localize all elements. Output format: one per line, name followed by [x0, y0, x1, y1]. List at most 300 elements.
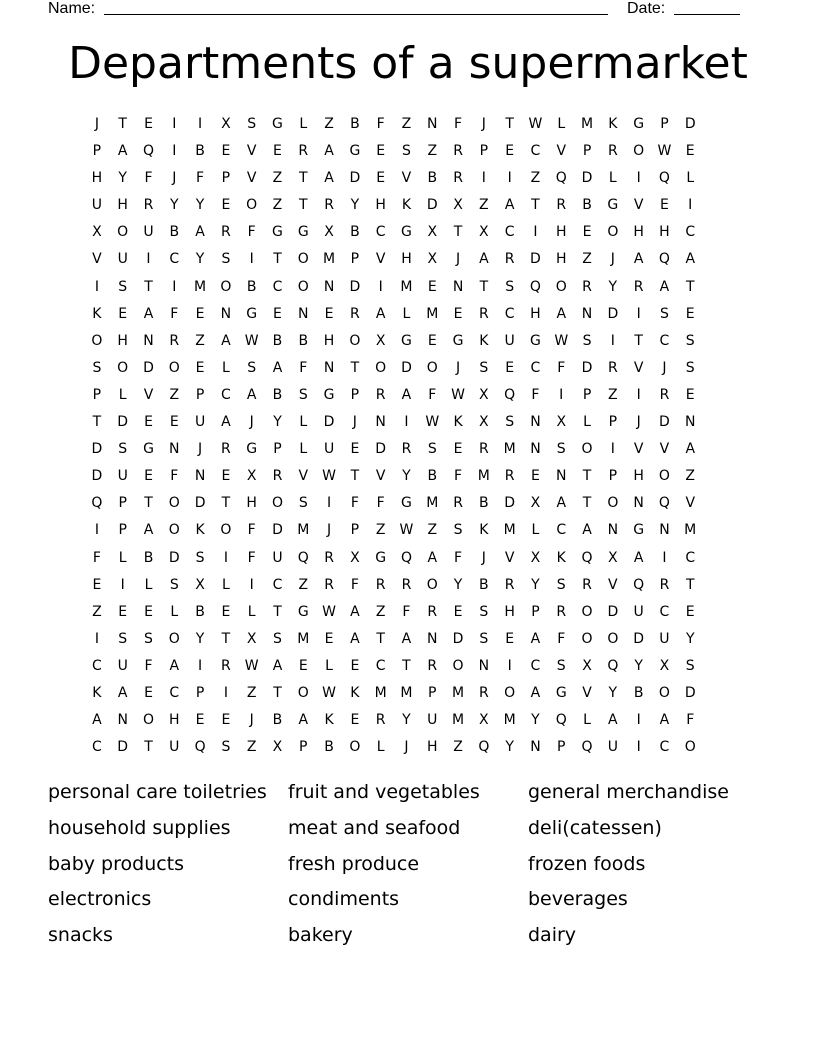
grid-letter[interactable]: F [428, 386, 437, 403]
grid-letter[interactable]: O [246, 197, 258, 214]
grid-letter[interactable]: R [556, 603, 567, 620]
grid-letter[interactable]: V [401, 170, 412, 187]
grid-letter[interactable]: E [144, 116, 153, 132]
grid-letter[interactable]: O [504, 684, 516, 701]
grid-letter[interactable]: M [477, 468, 490, 485]
grid-letter[interactable]: R [221, 657, 231, 674]
grid-letter[interactable]: A [479, 251, 489, 268]
grid-letter[interactable]: I [94, 630, 99, 647]
grid-letter[interactable]: V [504, 549, 515, 566]
grid-letter[interactable]: R [375, 576, 386, 593]
grid-letter[interactable]: S [479, 359, 489, 376]
grid-letter[interactable]: H [91, 170, 103, 187]
grid-letter[interactable]: Z [530, 170, 541, 187]
grid-letter[interactable]: A [633, 251, 644, 268]
grid-letter[interactable]: Z [298, 576, 309, 593]
grid-letter[interactable]: D [530, 251, 541, 268]
grid-letter[interactable]: Q [633, 576, 645, 593]
grid-letter[interactable]: L [583, 414, 591, 431]
grid-letter[interactable]: X [530, 549, 541, 566]
grid-letter[interactable]: Y [170, 197, 179, 214]
grid-letter[interactable]: G [297, 603, 309, 620]
grid-letter[interactable]: F [170, 305, 179, 322]
grid-letter[interactable]: F [350, 495, 359, 512]
grid-letter[interactable]: N [169, 441, 180, 458]
grid-letter[interactable]: J [249, 712, 254, 729]
grid-letter[interactable]: O [633, 143, 645, 160]
grid-letter[interactable]: B [272, 332, 283, 349]
grid-letter[interactable]: X [427, 224, 438, 241]
grid-letter[interactable]: E [221, 197, 231, 214]
grid-letter[interactable]: N [659, 522, 670, 539]
grid-letter[interactable]: Y [195, 251, 205, 268]
grid-letter[interactable]: Y [350, 197, 360, 214]
grid-letter[interactable]: T [298, 197, 308, 214]
grid-letter[interactable]: Q [529, 278, 541, 295]
grid-letter[interactable]: C [530, 143, 541, 160]
grid-letter[interactable]: Z [375, 522, 386, 539]
grid-letter[interactable]: X [608, 549, 618, 566]
grid-letter[interactable]: N [478, 657, 490, 674]
grid-letter[interactable]: D [607, 603, 619, 620]
grid-letter[interactable]: O [349, 332, 361, 349]
grid-letter[interactable]: C [272, 278, 283, 295]
grid-letter[interactable]: B [479, 576, 489, 593]
grid-letter[interactable]: N [323, 359, 335, 376]
grid-letter[interactable]: G [555, 684, 567, 701]
grid-letter[interactable]: D [194, 495, 206, 512]
grid-letter[interactable]: E [453, 441, 463, 458]
grid-letter[interactable]: V [298, 468, 309, 485]
grid-letter[interactable]: B [195, 603, 205, 620]
grid-letter[interactable]: S [685, 359, 695, 376]
grid-letter[interactable]: O [452, 657, 464, 674]
grid-letter[interactable]: N [556, 468, 567, 485]
grid-letter[interactable]: A [221, 414, 231, 431]
grid-letter[interactable]: A [582, 522, 592, 539]
grid-letter[interactable]: A [221, 332, 231, 349]
grid-letter[interactable]: H [555, 224, 567, 241]
grid-letter[interactable]: L [118, 386, 127, 403]
grid-letter[interactable]: W [322, 603, 336, 620]
grid-letter[interactable]: S [247, 359, 257, 376]
grid-letter[interactable]: R [633, 278, 644, 295]
grid-letter[interactable]: W [399, 522, 414, 539]
grid-letter[interactable]: W [244, 657, 259, 674]
grid-letter[interactable]: I [172, 278, 177, 295]
grid-letter[interactable]: I [636, 305, 641, 322]
grid-letter[interactable]: Z [427, 143, 438, 160]
grid-letter[interactable]: G [246, 305, 258, 322]
grid-letter[interactable]: I [636, 170, 641, 187]
grid-letter[interactable]: A [143, 305, 154, 322]
grid-letter[interactable]: T [350, 359, 360, 376]
grid-letter[interactable]: P [582, 143, 592, 160]
grid-letter[interactable]: I [507, 170, 512, 187]
grid-letter[interactable]: M [426, 495, 439, 512]
grid-letter[interactable]: A [685, 441, 696, 458]
grid-letter[interactable]: K [479, 522, 489, 539]
grid-letter[interactable]: R [401, 441, 412, 458]
grid-letter[interactable]: U [633, 603, 644, 620]
grid-letter[interactable]: F [531, 386, 540, 403]
grid-letter[interactable]: Z [427, 522, 438, 539]
grid-letter[interactable]: A [659, 712, 670, 729]
grid-letter[interactable]: D [168, 549, 180, 566]
grid-letter[interactable]: W [657, 143, 672, 160]
grid-letter[interactable]: H [401, 251, 412, 268]
grid-letter[interactable]: E [144, 603, 153, 620]
grid-letter[interactable]: N [684, 414, 696, 431]
grid-letter[interactable]: M [297, 630, 310, 647]
grid-letter[interactable]: E [221, 603, 231, 620]
grid-letter[interactable]: U [504, 332, 515, 349]
grid-letter[interactable]: A [92, 712, 102, 729]
grid-letter[interactable]: C [272, 576, 283, 593]
grid-letter[interactable]: R [478, 305, 489, 322]
grid-letter[interactable]: M [503, 522, 516, 539]
grid-letter[interactable]: K [556, 549, 566, 566]
grid-letter[interactable]: R [375, 386, 386, 403]
grid-letter[interactable]: W [451, 386, 465, 403]
grid-letter[interactable]: N [143, 332, 154, 349]
grid-letter[interactable]: V [633, 441, 644, 458]
grid-letter[interactable]: U [272, 549, 283, 566]
grid-letter[interactable]: H [323, 332, 335, 349]
grid-letter[interactable]: S [118, 630, 128, 647]
grid-letter[interactable]: G [607, 197, 619, 214]
grid-letter[interactable]: K [324, 712, 334, 729]
grid-letter[interactable]: W [528, 116, 543, 132]
grid-letter[interactable]: A [350, 603, 360, 620]
grid-letter[interactable]: Q [504, 386, 516, 403]
grid-letter[interactable]: D [91, 468, 103, 485]
grid-letter[interactable]: E [453, 603, 463, 620]
grid-letter[interactable]: V [375, 251, 386, 268]
grid-letter[interactable]: X [246, 468, 257, 485]
grid-letter[interactable]: Y [608, 684, 618, 701]
grid-letter[interactable]: R [298, 143, 309, 160]
grid-letter[interactable]: F [454, 549, 463, 566]
grid-letter[interactable]: E [221, 143, 231, 160]
grid-letter[interactable]: J [172, 170, 177, 187]
grid-letter[interactable]: R [221, 224, 231, 241]
grid-letter[interactable]: C [685, 224, 696, 241]
grid-letter[interactable]: E [118, 305, 128, 322]
grid-letter[interactable]: Z [169, 386, 180, 403]
grid-letter[interactable]: M [503, 712, 516, 729]
grid-letter[interactable]: P [118, 495, 127, 512]
grid-letter[interactable]: S [427, 441, 437, 458]
grid-letter[interactable]: O [581, 630, 593, 647]
grid-letter[interactable]: Y [531, 576, 540, 593]
grid-letter[interactable]: N [298, 305, 309, 322]
grid-letter[interactable]: V [685, 495, 696, 512]
grid-letter[interactable]: V [375, 468, 386, 485]
grid-letter[interactable]: F [376, 495, 385, 512]
grid-letter[interactable]: P [428, 684, 437, 701]
grid-letter[interactable]: E [195, 305, 205, 322]
grid-letter[interactable]: T [685, 576, 695, 593]
grid-letter[interactable]: F [196, 170, 205, 187]
grid-letter[interactable]: R [453, 495, 463, 512]
grid-letter[interactable]: P [608, 468, 618, 485]
grid-letter[interactable]: A [608, 712, 618, 729]
grid-letter[interactable]: J [636, 414, 641, 431]
grid-letter[interactable]: A [272, 359, 283, 376]
grid-letter[interactable]: S [92, 359, 102, 376]
grid-letter[interactable]: P [350, 251, 360, 268]
grid-letter[interactable]: H [375, 197, 386, 214]
grid-letter[interactable]: A [169, 657, 180, 674]
grid-letter[interactable]: T [273, 603, 282, 620]
grid-letter[interactable]: Q [478, 739, 490, 756]
grid-letter[interactable]: Q [91, 495, 103, 512]
grid-letter[interactable]: L [221, 576, 230, 593]
grid-letter[interactable]: G [401, 224, 412, 241]
grid-letter[interactable]: C [220, 386, 231, 403]
grid-letter[interactable]: F [247, 522, 256, 539]
grid-letter[interactable]: C [685, 549, 696, 566]
grid-letter[interactable]: M [400, 684, 413, 701]
grid-letter[interactable]: O [117, 359, 129, 376]
grid-letter[interactable]: V [246, 170, 257, 187]
grid-letter[interactable]: J [662, 359, 667, 376]
grid-letter[interactable]: P [350, 386, 360, 403]
grid-letter[interactable]: Q [658, 495, 670, 512]
grid-letter[interactable]: P [350, 522, 360, 539]
grid-letter[interactable]: D [452, 630, 464, 647]
grid-letter[interactable]: X [427, 251, 438, 268]
grid-letter[interactable]: F [144, 170, 153, 187]
grid-letter[interactable]: G [530, 332, 541, 349]
grid-letter[interactable]: I [507, 657, 512, 674]
grid-letter[interactable]: I [533, 224, 538, 241]
grid-letter[interactable]: C [375, 224, 386, 241]
grid-letter[interactable]: G [323, 386, 335, 403]
grid-letter[interactable]: E [427, 332, 437, 349]
grid-letter[interactable]: R [504, 468, 515, 485]
grid-letter[interactable]: L [557, 116, 566, 132]
grid-letter[interactable]: Q [581, 549, 593, 566]
grid-letter[interactable]: W [244, 332, 259, 349]
grid-letter[interactable]: O [607, 630, 619, 647]
grid-letter[interactable]: O [426, 359, 438, 376]
grid-letter[interactable]: A [143, 522, 154, 539]
grid-letter[interactable]: O [426, 576, 438, 593]
grid-letter[interactable]: A [530, 684, 541, 701]
grid-letter[interactable]: R [169, 332, 180, 349]
grid-letter[interactable]: E [531, 468, 540, 485]
grid-letter[interactable]: D [375, 441, 387, 458]
grid-letter[interactable]: Z [195, 332, 205, 349]
grid-letter[interactable]: R [504, 251, 515, 268]
grid-letter[interactable]: T [634, 332, 643, 349]
grid-letter[interactable]: O [271, 495, 283, 512]
grid-letter[interactable]: B [169, 224, 180, 241]
grid-letter[interactable]: M [452, 712, 465, 729]
grid-letter[interactable]: G [246, 441, 258, 458]
grid-letter[interactable]: T [298, 170, 308, 187]
grid-letter[interactable]: M [580, 116, 594, 132]
grid-letter[interactable]: D [581, 170, 593, 187]
grid-letter[interactable]: E [169, 414, 179, 431]
grid-letter[interactable]: Y [273, 414, 282, 431]
grid-letter[interactable]: I [636, 712, 641, 729]
grid-letter[interactable]: A [324, 143, 334, 160]
grid-letter[interactable]: X [375, 332, 386, 349]
grid-letter[interactable]: S [556, 441, 566, 458]
grid-letter[interactable]: D [659, 414, 670, 431]
grid-letter[interactable]: I [249, 576, 254, 593]
grid-letter[interactable]: I [223, 549, 228, 566]
grid-letter[interactable]: Z [401, 116, 412, 132]
grid-letter[interactable]: S [118, 441, 128, 458]
grid-letter[interactable]: L [376, 739, 385, 756]
grid-letter[interactable]: B [195, 143, 205, 160]
grid-letter[interactable]: I [172, 116, 177, 132]
grid-letter[interactable]: E [195, 359, 205, 376]
grid-letter[interactable]: Z [272, 197, 283, 214]
grid-letter[interactable]: P [299, 739, 308, 756]
grid-letter[interactable]: Z [582, 251, 592, 268]
grid-letter[interactable]: I [688, 197, 693, 214]
grid-letter[interactable]: G [633, 522, 645, 539]
grid-letter[interactable]: T [453, 224, 463, 241]
grid-letter[interactable]: H [117, 332, 128, 349]
grid-letter[interactable]: Q [555, 170, 567, 187]
grid-letter[interactable]: A [633, 549, 644, 566]
grid-letter[interactable]: T [273, 684, 282, 701]
grid-letter[interactable]: Y [402, 468, 411, 485]
grid-letter[interactable]: S [118, 278, 128, 295]
grid-letter[interactable]: O [658, 468, 670, 485]
grid-letter[interactable]: C [556, 522, 567, 539]
grid-letter[interactable]: I [610, 332, 615, 349]
grid-letter[interactable]: N [427, 630, 438, 647]
grid-letter[interactable]: E [427, 278, 437, 295]
grid-letter[interactable]: D [143, 359, 154, 376]
grid-letter[interactable]: E [324, 630, 334, 647]
grid-letter[interactable]: S [169, 576, 179, 593]
grid-letter[interactable]: T [221, 495, 231, 512]
grid-letter[interactable]: Z [92, 603, 102, 620]
grid-letter[interactable]: A [556, 495, 567, 512]
grid-letter[interactable]: P [582, 386, 592, 403]
grid-letter[interactable]: A [324, 170, 334, 187]
grid-letter[interactable]: A [117, 684, 128, 701]
grid-letter[interactable]: B [272, 386, 283, 403]
grid-letter[interactable]: B [350, 116, 360, 132]
date-blank-line[interactable] [674, 14, 740, 15]
grid-letter[interactable]: Z [685, 468, 696, 485]
grid-letter[interactable]: O [220, 522, 232, 539]
grid-letter[interactable]: B [246, 278, 257, 295]
grid-letter[interactable]: Q [658, 251, 670, 268]
grid-letter[interactable]: E [350, 441, 360, 458]
grid-letter[interactable]: H [633, 468, 644, 485]
grid-letter[interactable]: T [685, 278, 695, 295]
grid-letter[interactable]: A [375, 305, 386, 322]
grid-letter[interactable]: S [505, 278, 515, 295]
grid-letter[interactable]: X [246, 630, 257, 647]
grid-letter[interactable]: G [272, 224, 283, 241]
grid-letter[interactable]: C [504, 305, 515, 322]
grid-letter[interactable]: L [170, 603, 179, 620]
grid-letter[interactable]: T [144, 278, 153, 295]
grid-letter[interactable]: J [610, 251, 615, 268]
grid-letter[interactable]: G [401, 332, 412, 349]
grid-letter[interactable]: U [143, 224, 154, 241]
grid-letter[interactable]: Q [658, 170, 670, 187]
grid-letter[interactable]: T [505, 116, 514, 132]
grid-letter[interactable]: J [455, 251, 461, 268]
grid-letter[interactable]: L [531, 522, 540, 539]
grid-letter[interactable]: O [607, 495, 619, 512]
grid-letter[interactable]: M [426, 305, 439, 322]
grid-letter[interactable]: U [91, 197, 103, 214]
grid-letter[interactable]: R [607, 359, 618, 376]
grid-letter[interactable]: E [350, 657, 360, 674]
grid-letter[interactable]: E [273, 305, 282, 322]
grid-letter[interactable]: J [94, 116, 99, 132]
grid-letter[interactable]: E [324, 305, 334, 322]
grid-letter[interactable]: H [633, 224, 644, 241]
grid-letter[interactable]: D [401, 359, 412, 376]
grid-letter[interactable]: I [223, 684, 228, 701]
grid-letter[interactable]: P [557, 739, 566, 756]
grid-letter[interactable]: N [323, 278, 335, 295]
grid-letter[interactable]: R [659, 386, 670, 403]
grid-letter[interactable]: U [117, 251, 128, 268]
grid-letter[interactable]: D [607, 305, 619, 322]
grid-letter[interactable]: S [298, 386, 308, 403]
grid-letter[interactable]: N [194, 468, 206, 485]
grid-letter[interactable]: E [505, 143, 515, 160]
grid-letter[interactable]: Q [607, 657, 619, 674]
grid-letter[interactable]: F [402, 603, 411, 620]
grid-letter[interactable]: S [247, 116, 257, 132]
grid-letter[interactable]: S [505, 414, 515, 431]
grid-letter[interactable]: G [349, 143, 361, 160]
grid-letter[interactable]: O [555, 278, 567, 295]
grid-letter[interactable]: V [246, 143, 257, 160]
grid-letter[interactable]: Z [272, 170, 283, 187]
grid-letter[interactable]: J [249, 414, 254, 431]
grid-letter[interactable]: A [659, 278, 670, 295]
grid-letter[interactable]: Y [195, 197, 205, 214]
grid-letter[interactable]: F [376, 116, 385, 132]
grid-letter[interactable]: P [660, 116, 669, 132]
grid-letter[interactable]: O [581, 603, 593, 620]
grid-letter[interactable]: F [454, 468, 463, 485]
grid-letter[interactable]: P [479, 143, 489, 160]
grid-letter[interactable]: X [582, 657, 592, 674]
grid-letter[interactable]: T [582, 468, 592, 485]
grid-letter[interactable]: U [323, 441, 335, 458]
grid-letter[interactable]: X [530, 495, 541, 512]
grid-letter[interactable]: A [556, 305, 567, 322]
grid-letter[interactable]: N [117, 712, 128, 729]
grid-letter[interactable]: F [247, 224, 256, 241]
grid-letter[interactable]: I [378, 278, 383, 295]
grid-letter[interactable]: P [531, 603, 540, 620]
grid-letter[interactable]: D [581, 359, 593, 376]
grid-letter[interactable]: E [144, 684, 153, 701]
grid-letter[interactable]: A [530, 630, 541, 647]
grid-letter[interactable]: N [220, 305, 232, 322]
grid-letter[interactable]: B [633, 684, 644, 701]
